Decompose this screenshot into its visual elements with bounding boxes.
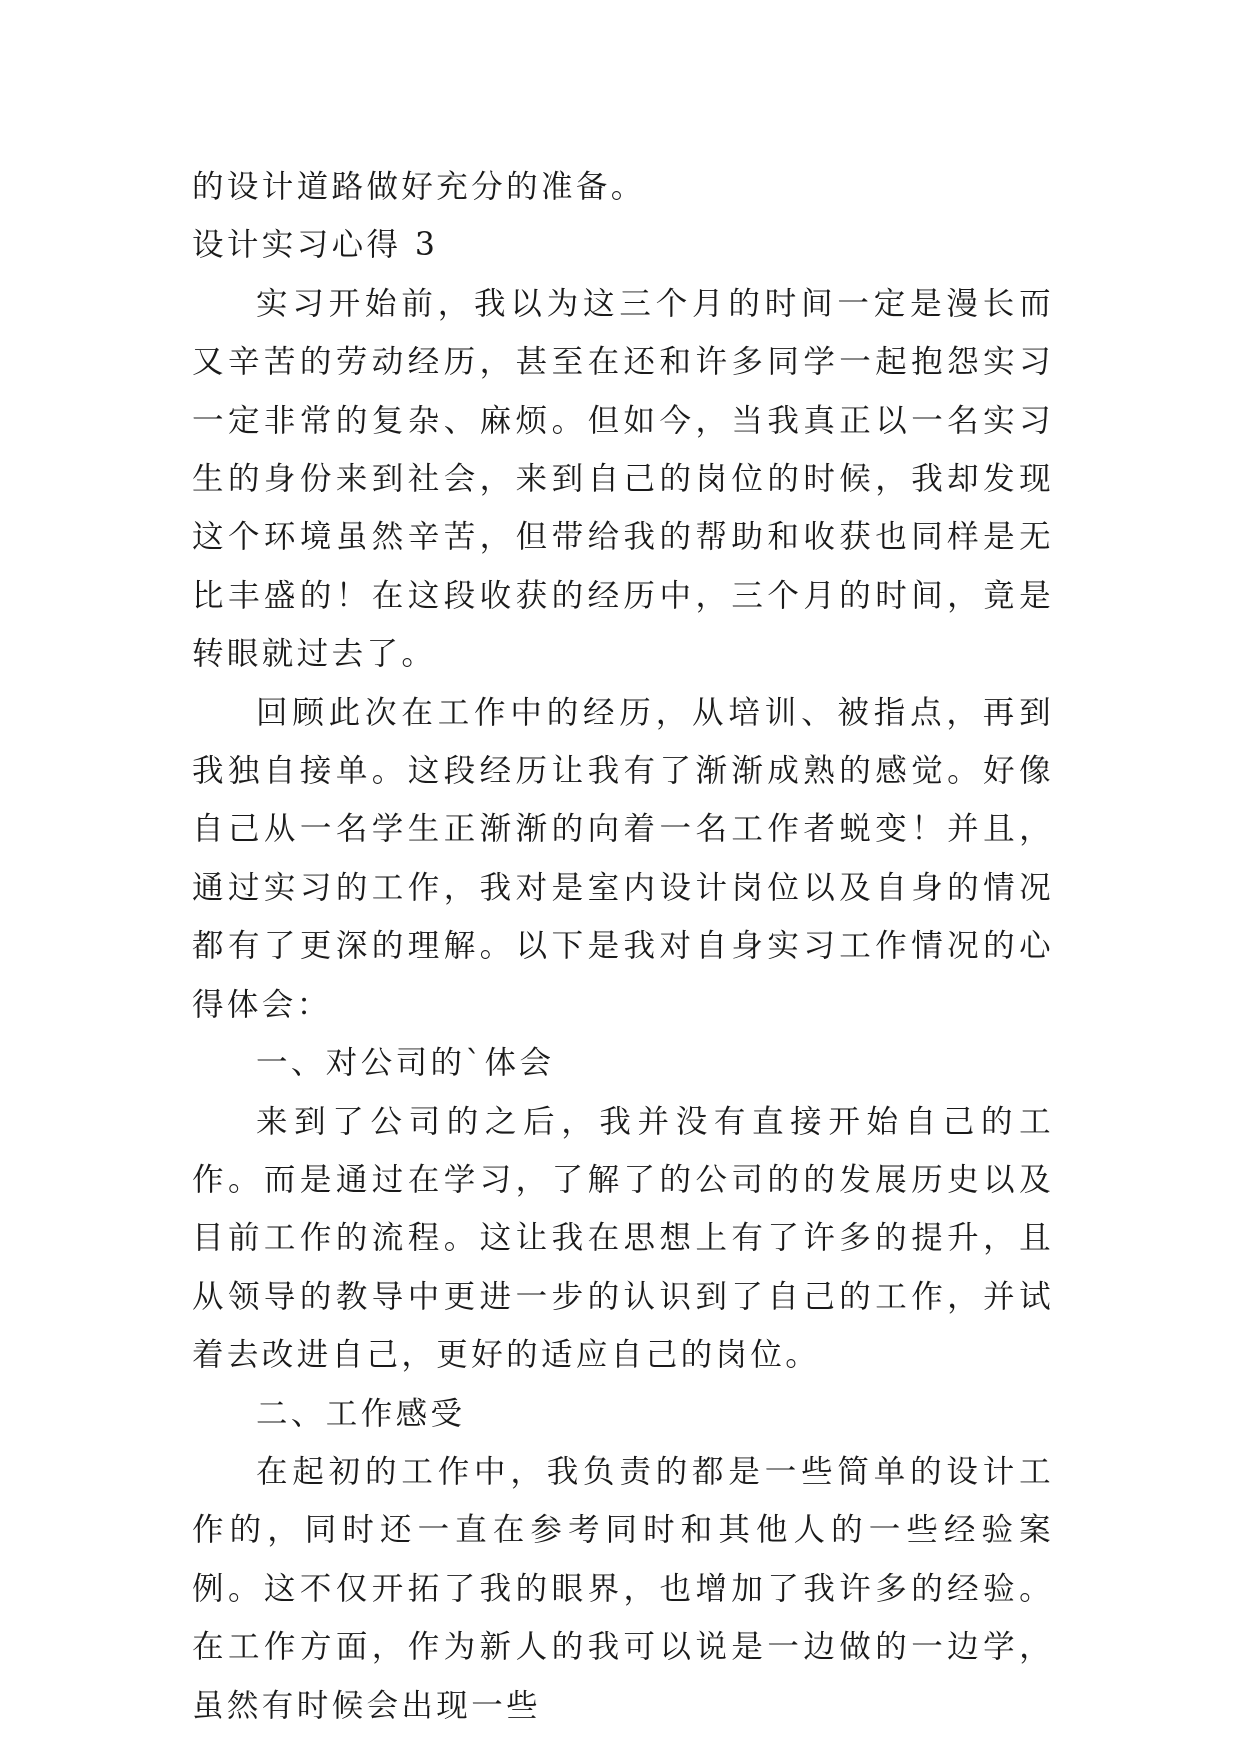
paragraph-intro: 实习开始前，我以为这三个月的时间一定是漫长而又辛苦的劳动经历，甚至在还和许多同学一起抱怨实习一定非常的复杂、麻烦。但如今，当我真正以一名实习生的身份来到社会，来到自己的岗位的时候，我却发现这个环境虽然辛苦，但带给我的帮助和收获也同样是无比丰盛的！在这段收获的经历中，三个月的时间，竟是转眼就过去了。	[192, 285, 1054, 673]
section-title: 设计实习心得 3	[192, 227, 439, 264]
subheading-work: 二、工作感受	[256, 1395, 466, 1432]
paragraph-work: 在起初的工作中，我负责的都是一些简单的设计工作的，同时还一直在参考同时和其他人的一些经验案例。这不仅开拓了我的眼界，也增加了我许多的经验。在工作方面，作为新人的我可以说是一边做的一边学，虽然有时候会出现一些	[192, 1453, 1054, 1724]
paragraph-company: 来到了公司的之后，我并没有直接开始自己的工作。而是通过在学习，了解了的公司的的发展历史以及目前工作的流程。这让我在思想上有了许多的提升，且从领导的教导中更进一步的认识到了自己的工作，并试着去改进自己，更好的适应自己的岗位。	[192, 1103, 1054, 1374]
continuation-text: 的设计道路做好充分的准备。	[192, 169, 646, 205]
paragraph-review: 回顾此次在工作中的经历，从培训、被指点，再到我独自接单。这段经历让我有了渐渐成熟的感觉。好像自己从一名学生正渐渐的向着一名工作者蜕变！并且，通过实习的工作，我对是室内设计岗位以及自身的情况都有了更深的理解。以下是我对自身实习工作情况的心得体会：	[192, 694, 1054, 1023]
document-body	[192, 158, 1054, 1735]
subheading-company: 一、对公司的`体会	[256, 1045, 555, 1082]
